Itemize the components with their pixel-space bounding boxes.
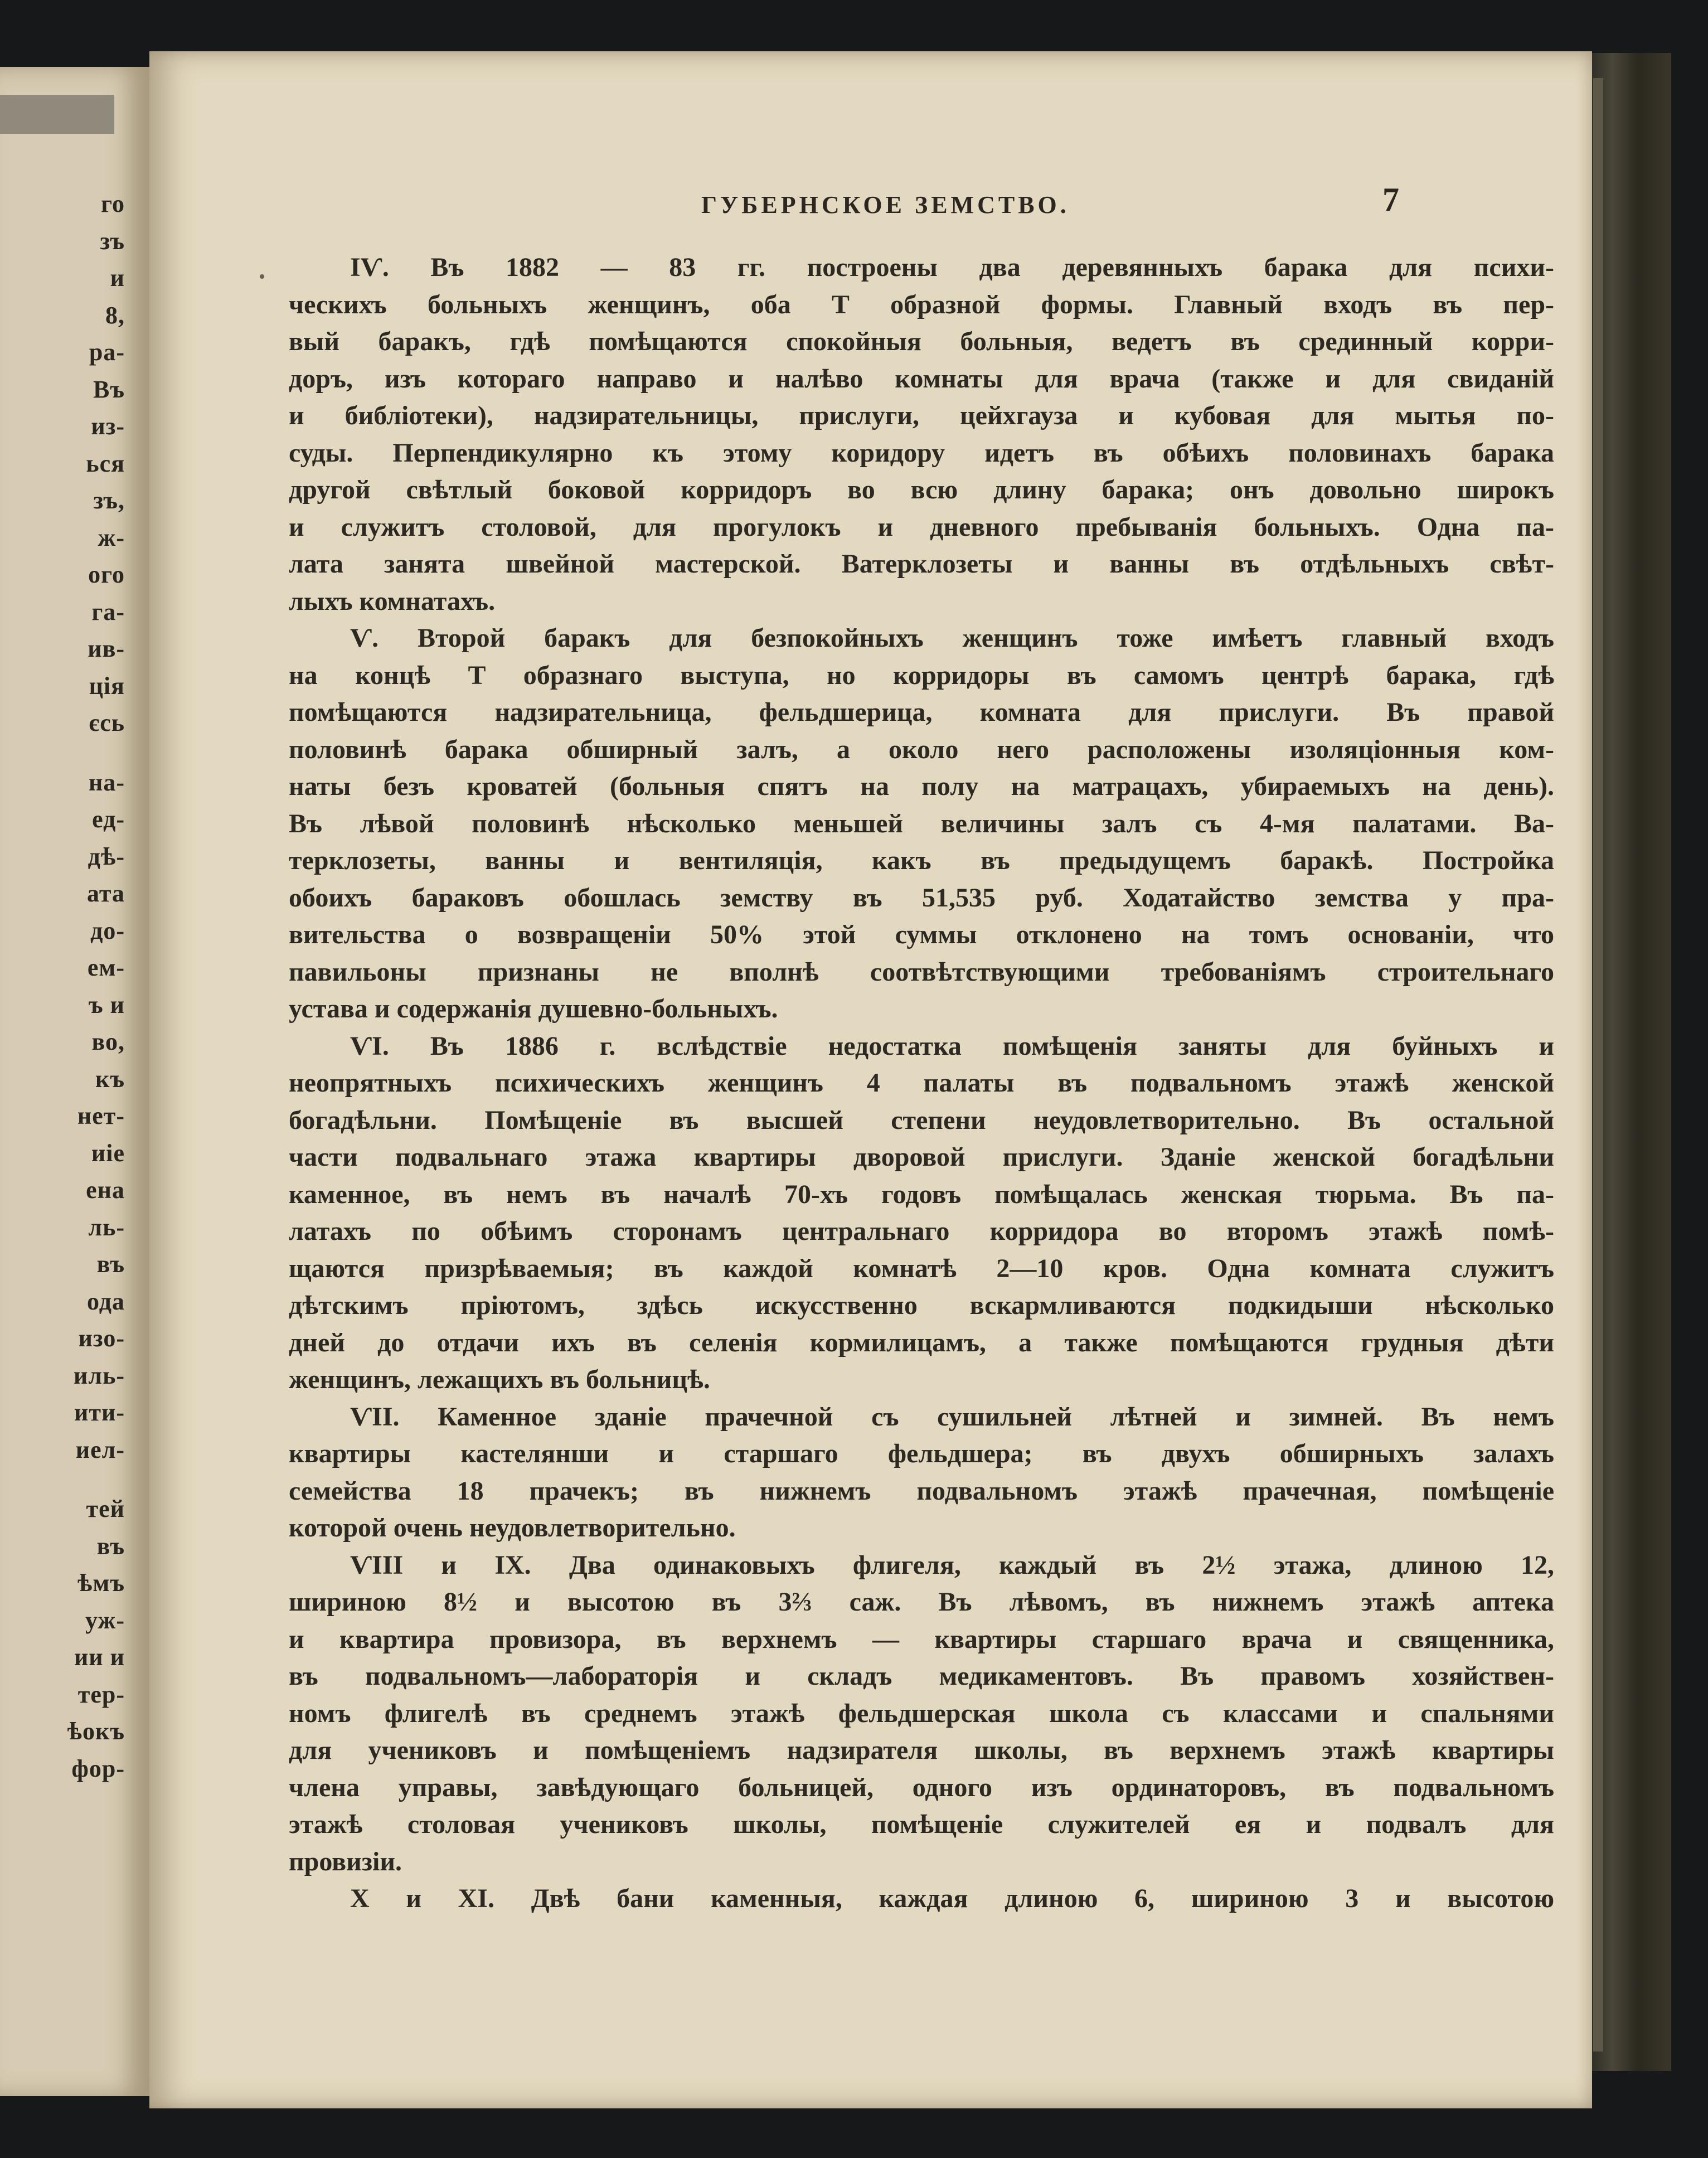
text-line: устава и содержанія душевно-больныхъ. bbox=[289, 994, 778, 1024]
text-line: щаются призрѣваемыя; въ каждой комнатѣ 2—10 кров. Одна комната служитъ bbox=[289, 1253, 1554, 1283]
left-page-fragment: ив- bbox=[88, 635, 125, 662]
text-line: богадѣльни. Помѣщеніе въ высшей степени неудовлетворительно. Въ остальной bbox=[289, 1105, 1554, 1135]
left-page-fragment: ода bbox=[87, 1287, 125, 1315]
text-line: квартиры кастелянши и старшаго фельдшера; въ двухъ обширныхъ залахъ bbox=[289, 1439, 1554, 1468]
left-page-fragment: ем- bbox=[87, 954, 125, 981]
left-page-fragment: го bbox=[101, 190, 125, 217]
text-line: и служитъ столовой, для прогулокъ и дневного пребыванія больныхъ. Одна па- bbox=[289, 512, 1554, 542]
left-page-fragment: къ bbox=[95, 1065, 125, 1093]
left-page-fragment: во, bbox=[91, 1028, 125, 1055]
left-page-fragment: 8, bbox=[105, 301, 125, 329]
left-page-fragment: ена bbox=[86, 1176, 125, 1204]
left-page-fragment: ція bbox=[89, 672, 125, 700]
left-page-fragment: уж- bbox=[85, 1606, 125, 1634]
text-line: другой свѣтлый боковой корридоръ во всю длину барака; онъ довольно широкъ bbox=[289, 475, 1554, 505]
left-page-fragment: ого bbox=[88, 561, 125, 588]
text-line: Ѵ. Второй баракъ для безпокойныхъ женщинъ тоже имѣетъ главный входъ bbox=[350, 623, 1554, 653]
left-page-fragment: иел- bbox=[75, 1436, 125, 1463]
left-page-fragment: ии и bbox=[74, 1643, 125, 1671]
text-line: ѴIII и IX. Два одинаковыхъ флигеля, каждый въ 2½ этажа, длиною 12, bbox=[350, 1550, 1554, 1580]
text-line: части подвальнаго этажа квартиры дворовой прислуги. Зданіе женской богадѣльни bbox=[289, 1142, 1554, 1172]
text-line: обоихъ бараковъ обошлась земству въ 51,535 руб. Ходатайство земства у пра- bbox=[289, 882, 1554, 913]
text-line: члена управы, завѣдующаго больницей, одного изъ ординаторовъ, въ подвальномъ bbox=[289, 1772, 1554, 1802]
left-page-fragment: зъ, bbox=[93, 487, 125, 514]
text-line: IѴ. Въ 1882 — 83 гг. построены два деревянныхъ барака для психи- bbox=[350, 253, 1554, 282]
text-line: ческихъ больныхъ женщинъ, оба Т образной формы. Главный входъ въ пер- bbox=[289, 289, 1554, 319]
left-page-fragment: дѣ- bbox=[88, 842, 125, 870]
text-line: на концѣ Т образнаго выступа, но корридоры въ самомъ центрѣ барака, гдѣ bbox=[289, 660, 1554, 690]
text-line: половинѣ барака обширный залъ, а около него расположены изоляціонныя ком- bbox=[289, 734, 1554, 764]
text-line: дней до отдачи ихъ въ селенія кормилицамъ, а также помѣщаются грудныя дѣти bbox=[289, 1327, 1554, 1357]
text-line: лыхъ комнатахъ. bbox=[289, 586, 496, 616]
text-line: для учениковъ и помѣщеніемъ надзирателя школы, въ верхнемъ этажѣ квартиры bbox=[289, 1735, 1554, 1765]
text-line: павильоны признаны не вполнѣ соотвѣтствующими требованіямъ строительнаго bbox=[289, 957, 1554, 987]
left-page-fragment: иль- bbox=[74, 1361, 125, 1389]
left-page-fragment: ж- bbox=[98, 523, 125, 551]
text-line: ѴII. Каменное зданіе прачечной съ сушильней лѣтней и зимней. Въ немъ bbox=[350, 1402, 1554, 1432]
text-line: въ подвальномъ—лабораторія и складъ медикаментовъ. Въ правомъ хозяйствен- bbox=[289, 1661, 1554, 1691]
text-line: лата занята швейной мастерской. Ватерклозеты и ванны въ отдѣльныхъ свѣт- bbox=[289, 549, 1554, 579]
left-page-fragment: на- bbox=[88, 768, 125, 796]
left-page-fragment: въ bbox=[96, 1250, 125, 1278]
text-line: шириною 8½ и высотою въ 3⅔ саж. Въ лѣвомъ, въ нижнемъ этажѣ аптека bbox=[289, 1587, 1554, 1617]
left-page-fragment: ед- bbox=[92, 806, 125, 833]
left-page-fragment: въ bbox=[96, 1532, 125, 1560]
text-line: ѴI. Въ 1886 г. вслѣдствіе недостатка помѣщенія заняты для буйныхъ и bbox=[350, 1031, 1554, 1061]
left-page-fragment: ься bbox=[86, 449, 125, 477]
left-page-fragment: ль- bbox=[88, 1213, 125, 1241]
left-page-fragment: ъ и bbox=[88, 991, 125, 1019]
text-line: дѣтскимъ пріютомъ, здѣсь искусственно вскармливаются подкидыши нѣсколько bbox=[289, 1291, 1554, 1320]
left-page-fragment: Въ bbox=[93, 375, 125, 403]
left-page-fragment: єсь bbox=[89, 709, 125, 736]
left-page-fragment: ити- bbox=[74, 1399, 125, 1426]
left-page-fragment: ата bbox=[86, 880, 125, 907]
text-line: и библіотеки), надзирательницы, прислуги, цейхгауза и кубовая для мытья по- bbox=[289, 401, 1554, 430]
text-line: помѣщаются надзирательница, фельдшерица, комната для прислуги. Въ правой bbox=[289, 697, 1554, 727]
text-line: латахъ по обѣимъ сторонамъ центральнаго корридора во второмъ этажѣ помѣ- bbox=[289, 1216, 1554, 1246]
left-page-fragment: изо- bbox=[78, 1325, 125, 1352]
left-page-fragment: ѣокъ bbox=[67, 1718, 125, 1745]
text-line: вительства о возвращеніи 50% этой суммы отклонено на томъ основаніи, что bbox=[289, 920, 1554, 949]
left-page-fragment: нет- bbox=[77, 1102, 125, 1129]
left-page-fragment: ра- bbox=[89, 338, 125, 366]
page-number: 7 bbox=[1382, 181, 1399, 218]
left-page-fragment: зъ bbox=[100, 227, 125, 255]
text-line: провизіи. bbox=[289, 1846, 402, 1876]
text-line: и квартира провизора, въ верхнемъ — квартиры старшаго врача и священника, bbox=[289, 1624, 1554, 1654]
text-line: женщинъ, лежащихъ въ больницѣ. bbox=[289, 1365, 710, 1394]
text-line: терклозеты, ванны и вентиляція, какъ въ предыдущемъ баракѣ. Постройка bbox=[289, 846, 1554, 875]
left-page-fragment: тей bbox=[86, 1495, 125, 1522]
text-line: Въ лѣвой половинѣ нѣсколько меньшей величины залъ съ 4-мя палатами. Ва- bbox=[289, 808, 1554, 838]
text-line: неопрятныхъ психическихъ женщинъ 4 палаты въ подвальномъ этажѣ женской bbox=[289, 1068, 1554, 1098]
text-line: суды. Перпендикулярно къ этому коридору идетъ въ обѣихъ половинахъ барака bbox=[289, 438, 1554, 468]
book-right-edge-highlight bbox=[1593, 78, 1603, 2052]
body-text bbox=[289, 249, 1554, 1918]
text-line: доръ, изъ котораго направо и налѣво комнаты для врача (также и для свиданій bbox=[289, 363, 1554, 394]
running-title: ГУБЕРНСКОЕ ЗЕМСТВО. bbox=[701, 191, 1070, 219]
left-page-fragment: га- bbox=[91, 598, 125, 625]
left-page-fragment: фор- bbox=[71, 1754, 125, 1782]
left-page-fragment: тер- bbox=[77, 1680, 125, 1708]
left-page-fragment: ѣмъ bbox=[77, 1569, 125, 1597]
book-page bbox=[149, 51, 1592, 2108]
left-page-spine-strip bbox=[0, 95, 114, 134]
text-line: X и XI. Двѣ бани каменныя, каждая длиною 6, шириною 3 и высотою bbox=[350, 1884, 1554, 1913]
left-page-fragment: и bbox=[110, 264, 125, 292]
ink-dot bbox=[260, 274, 264, 279]
left-page-fragment: иіе bbox=[91, 1139, 125, 1167]
text-line: вый баракъ, гдѣ помѣщаются спокойныя больныя, ведетъ въ срединный корри- bbox=[289, 327, 1554, 356]
text-line: номъ флигелѣ въ среднемъ этажѣ фельдшерская школа съ классами и спальнями bbox=[289, 1698, 1554, 1728]
left-page-fragment: до- bbox=[90, 916, 125, 944]
text-line: наты безъ кроватей (больныя спятъ на полу на матрацахъ, убираемыхъ на день). bbox=[289, 772, 1554, 801]
text-line: этажѣ столовая учениковъ школы, помѣщеніе служителей ея и подвалъ для bbox=[289, 1810, 1554, 1839]
text-line: семейства 18 прачекъ; въ нижнемъ подвальномъ этажѣ прачечная, помѣщеніе bbox=[289, 1476, 1554, 1506]
left-page-edge bbox=[0, 67, 149, 2096]
text-line: каменное, въ немъ въ началѣ 70-хъ годовъ помѣщалась женская тюрьма. Въ па- bbox=[289, 1179, 1554, 1209]
text-line: которой очень неудовлетворительно. bbox=[289, 1513, 736, 1543]
left-page-fragment: из- bbox=[91, 413, 125, 440]
